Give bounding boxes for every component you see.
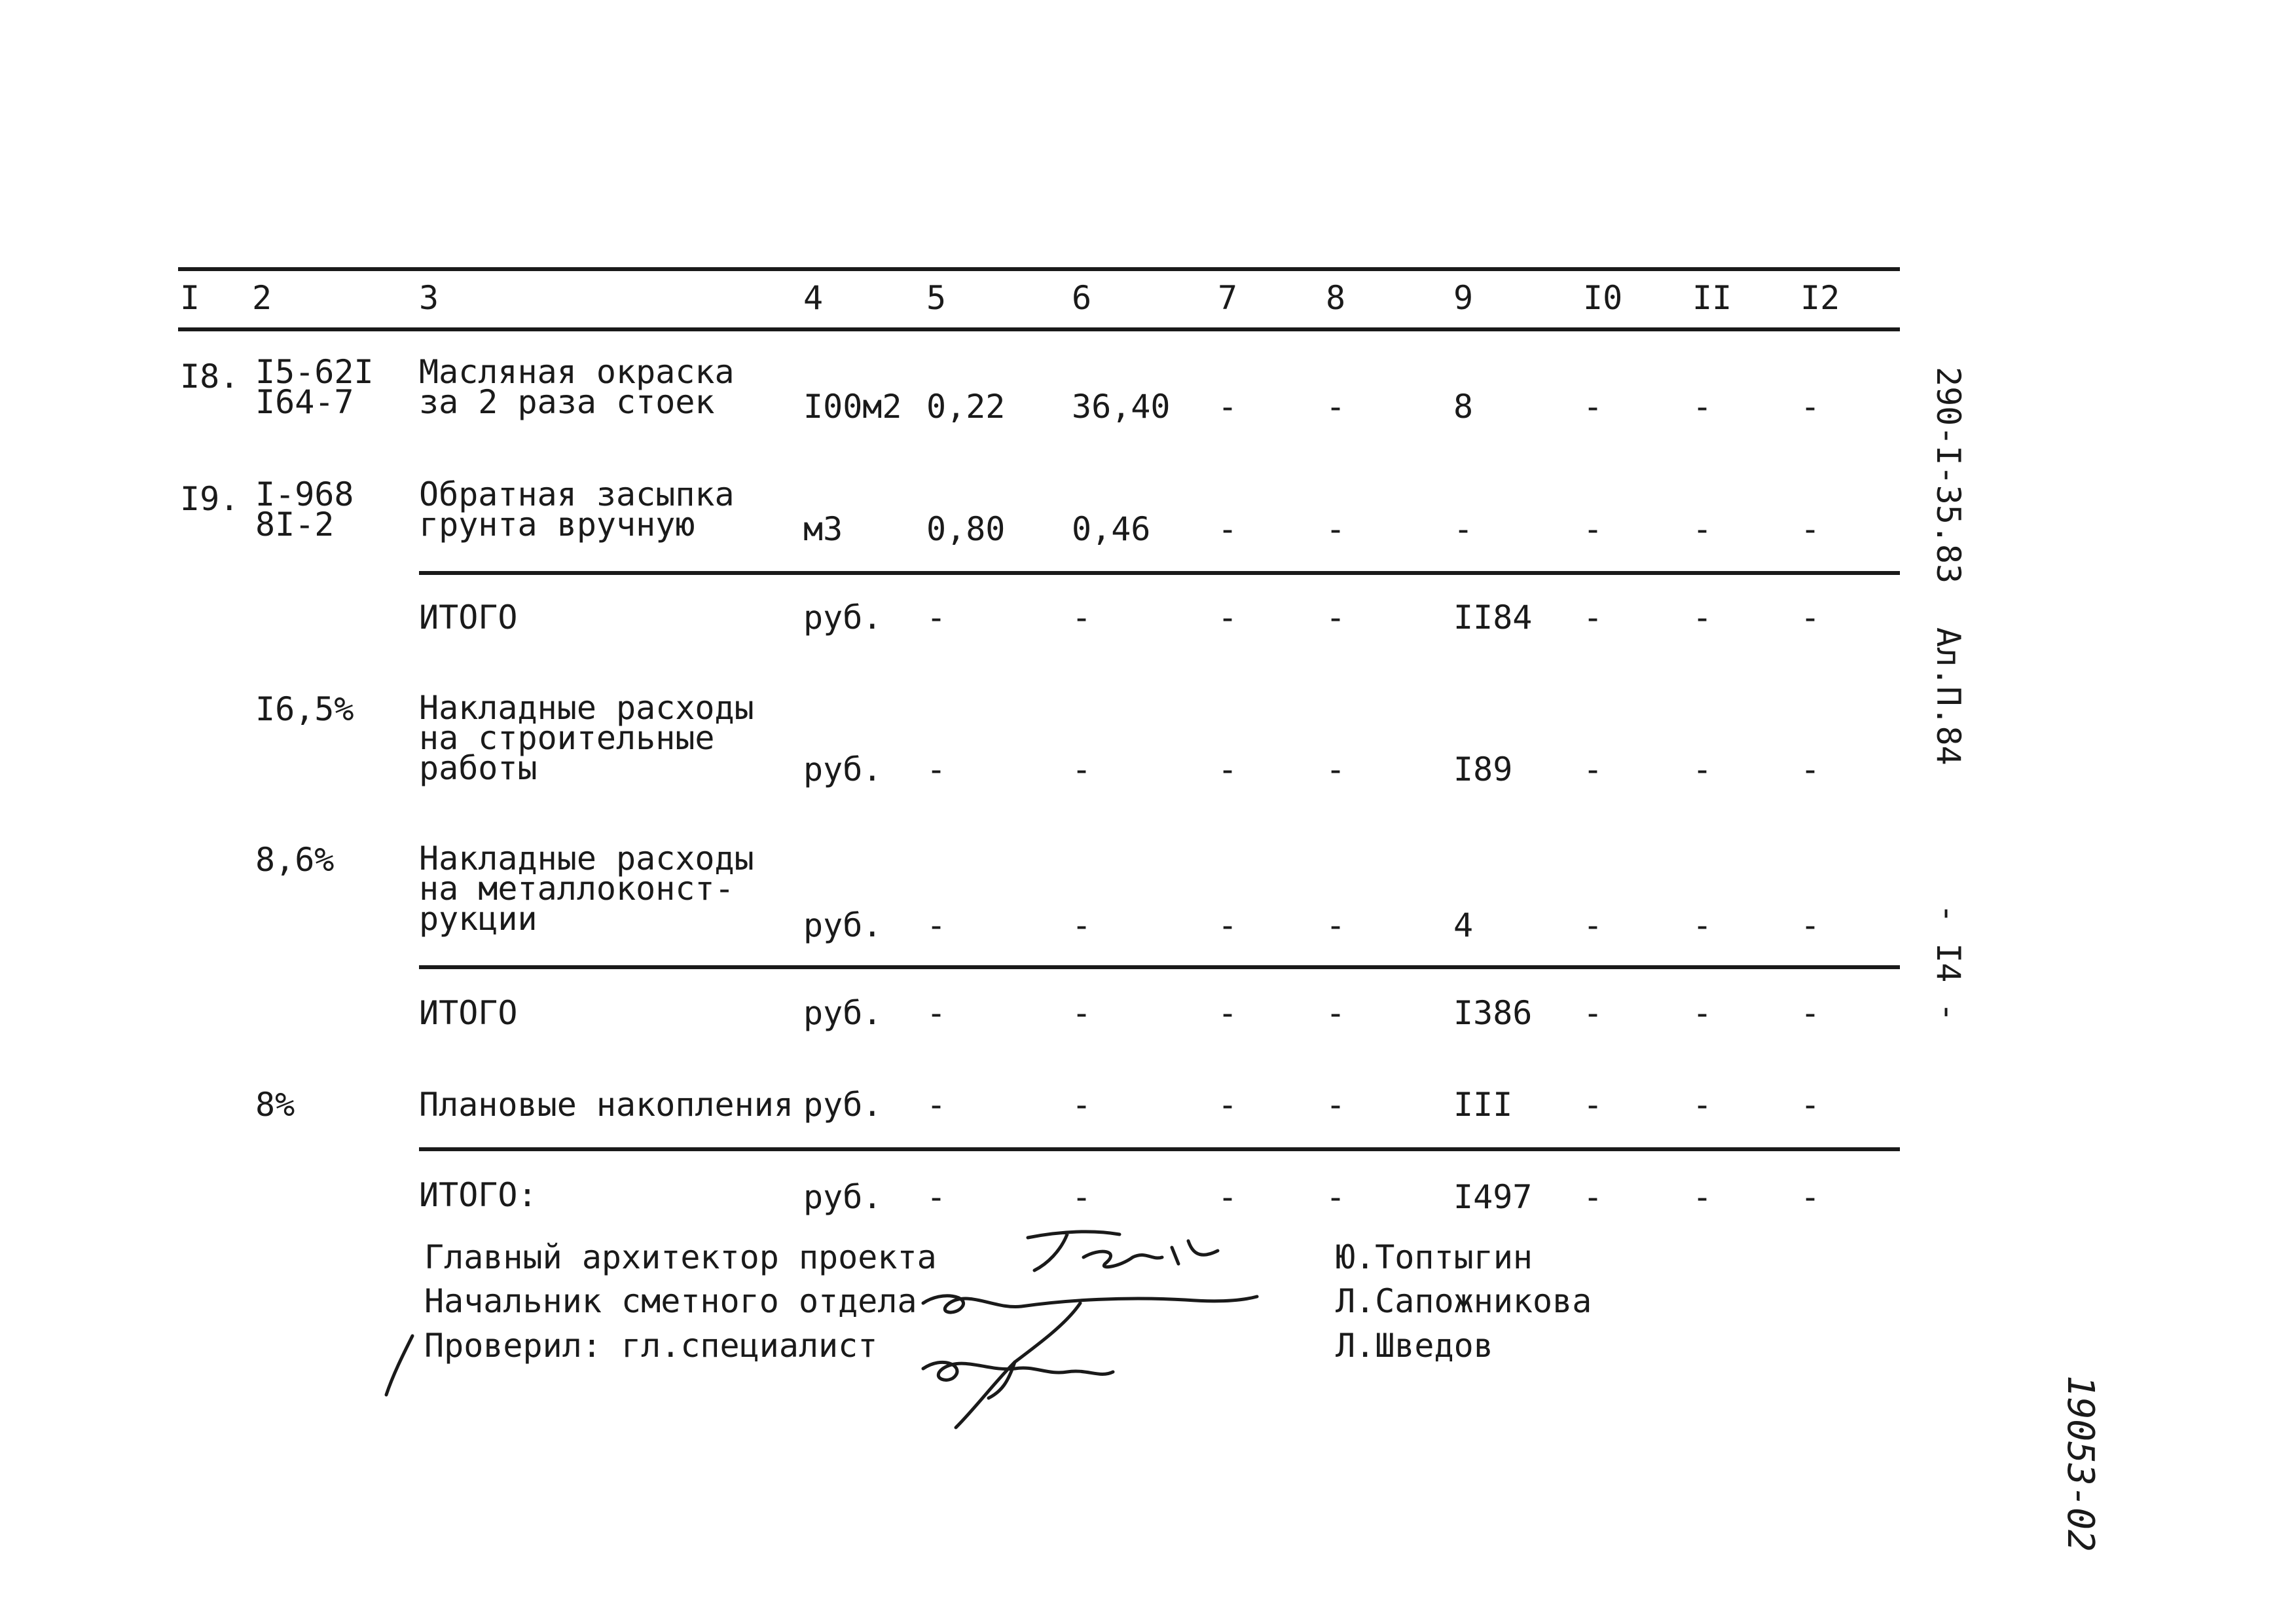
row-col-9: I89: [1453, 750, 1513, 788]
row-col-6: -: [1072, 750, 1092, 788]
header-col-5: 5: [926, 279, 947, 317]
row-col-10: -: [1583, 599, 1603, 637]
header-col-7: 7: [1218, 279, 1238, 317]
row-col-8: -: [1326, 1086, 1346, 1124]
row-col-9: -: [1453, 510, 1474, 548]
signature-role: Главный архитектор проекта: [424, 1238, 937, 1276]
row-col-7: -: [1218, 1178, 1238, 1216]
row-number: I8.: [180, 358, 240, 396]
row-col-12: -: [1800, 906, 1821, 944]
row-name: Накладные расходы на строительные работы: [419, 689, 754, 787]
inventory-number: 19053-02: [2059, 1375, 2102, 1552]
row-col-11: -: [1692, 1086, 1713, 1124]
signature-name: Ю.Топтыгин: [1336, 1238, 1533, 1276]
header-col-2: 2: [252, 279, 272, 317]
row-col-8: -: [1326, 994, 1346, 1032]
row-col-7: -: [1218, 994, 1238, 1032]
row-col-9: I386: [1453, 994, 1533, 1032]
row-col-9: 8: [1453, 388, 1474, 426]
row-col-6: 36,40: [1072, 388, 1171, 426]
header-col-11: II: [1692, 279, 1732, 317]
row-col-10: -: [1583, 1178, 1603, 1216]
header-col-12: I2: [1800, 279, 1840, 317]
row-unit: руб.: [803, 1178, 883, 1216]
header-col-1: I: [180, 279, 200, 317]
header-col-9: 9: [1453, 279, 1474, 317]
row-col-5: -: [926, 1086, 947, 1124]
row-unit: руб.: [803, 599, 883, 637]
row-col-12: -: [1800, 1086, 1821, 1124]
row-col-12: -: [1800, 388, 1821, 426]
row-name: Обратная засыпка грунта вручную: [419, 475, 735, 544]
row-col-5: 0,80: [926, 510, 1006, 548]
signature-role: Начальник сметного отдела: [424, 1282, 917, 1320]
row-col-10: -: [1583, 994, 1603, 1032]
row-col-10: -: [1583, 906, 1603, 944]
row-col-7: -: [1218, 388, 1238, 426]
row-col-7: -: [1218, 599, 1238, 637]
row-col-11: -: [1692, 388, 1713, 426]
row-name: ИТОГО: [419, 994, 518, 1032]
row-col-8: -: [1326, 750, 1346, 788]
row-col-5: -: [926, 906, 947, 944]
row-unit: руб.: [803, 1086, 883, 1124]
row-col-6: 0,46: [1072, 510, 1151, 548]
header-col-3: 3: [419, 279, 439, 317]
document-code: 290-I-35.83: [1929, 367, 1967, 584]
row-col-6: -: [1072, 906, 1092, 944]
row-col-11: -: [1692, 510, 1713, 548]
header-col-10: I0: [1583, 279, 1623, 317]
row-col-9: 4: [1453, 906, 1474, 944]
row-unit: руб.: [803, 994, 883, 1032]
row-col-6: -: [1072, 1086, 1092, 1124]
row-col-8: -: [1326, 388, 1346, 426]
row-col-12: -: [1800, 1178, 1821, 1216]
row-col-10: -: [1583, 1086, 1603, 1124]
page-number: - I4 -: [1929, 904, 1967, 1022]
header-bottom-rule: [178, 327, 1900, 331]
row-code: I5-62I I64-7: [255, 353, 374, 421]
row-col-11: -: [1692, 906, 1713, 944]
row-col-7: -: [1218, 1086, 1238, 1124]
row-col-10: -: [1583, 750, 1603, 788]
row-col-12: -: [1800, 510, 1821, 548]
row-col-11: -: [1692, 1178, 1713, 1216]
row-col-12: -: [1800, 599, 1821, 637]
subtotal-rule-1: [419, 571, 1900, 575]
row-col-6: -: [1072, 1178, 1092, 1216]
row-name: Плановые накопления: [419, 1086, 793, 1124]
table-top-rule: [178, 267, 1900, 271]
sheet-reference: Ал.П.84: [1929, 627, 1967, 766]
row-unit: руб.: [803, 750, 883, 788]
row-name: ИТОГО:: [419, 1176, 538, 1214]
row-name: Масляная окраска за 2 раза стоек: [419, 353, 735, 421]
row-col-7: -: [1218, 906, 1238, 944]
row-col-8: -: [1326, 599, 1346, 637]
checked-slash-mark: [380, 1329, 419, 1401]
subtotal-rule-3: [419, 1147, 1900, 1151]
row-number: I9.: [180, 480, 240, 518]
signature-role: Проверил: гл.специалист: [424, 1327, 878, 1365]
subtotal-rule-2: [419, 965, 1900, 969]
row-unit: руб.: [803, 906, 883, 944]
row-col-5: -: [926, 599, 947, 637]
row-col-7: -: [1218, 510, 1238, 548]
row-col-11: -: [1692, 599, 1713, 637]
row-col-6: -: [1072, 994, 1092, 1032]
header-col-8: 8: [1326, 279, 1346, 317]
row-col-11: -: [1692, 750, 1713, 788]
row-rate: I6,5%: [255, 690, 354, 728]
row-rate: 8%: [255, 1086, 295, 1124]
row-col-8: -: [1326, 510, 1346, 548]
row-unit: I00м2: [803, 388, 902, 426]
row-unit: м3: [803, 510, 843, 548]
row-col-12: -: [1800, 750, 1821, 788]
row-col-8: -: [1326, 1178, 1346, 1216]
row-code: I-968 8I-2: [255, 475, 354, 544]
row-col-6: -: [1072, 599, 1092, 637]
signature-specialist: [917, 1342, 1126, 1434]
row-col-10: -: [1583, 510, 1603, 548]
row-col-9: III: [1453, 1086, 1513, 1124]
row-col-8: -: [1326, 906, 1346, 944]
row-rate: 8,6%: [255, 841, 335, 879]
row-col-5: 0,22: [926, 388, 1006, 426]
row-name: Накладные расходы на металлоконст- рукции: [419, 840, 754, 938]
row-col-9: II84: [1453, 599, 1533, 637]
signature-name: Л.Шведов: [1336, 1327, 1493, 1365]
row-col-5: -: [926, 994, 947, 1032]
row-col-9: I497: [1453, 1178, 1533, 1216]
row-name: ИТОГО: [419, 599, 518, 637]
row-col-11: -: [1692, 994, 1713, 1032]
row-col-10: -: [1583, 388, 1603, 426]
row-col-5: -: [926, 750, 947, 788]
signature-name: Л.Сапожникова: [1336, 1282, 1592, 1320]
row-col-5: -: [926, 1178, 947, 1216]
row-col-12: -: [1800, 994, 1821, 1032]
header-col-4: 4: [803, 279, 824, 317]
header-col-6: 6: [1072, 279, 1092, 317]
row-col-7: -: [1218, 750, 1238, 788]
